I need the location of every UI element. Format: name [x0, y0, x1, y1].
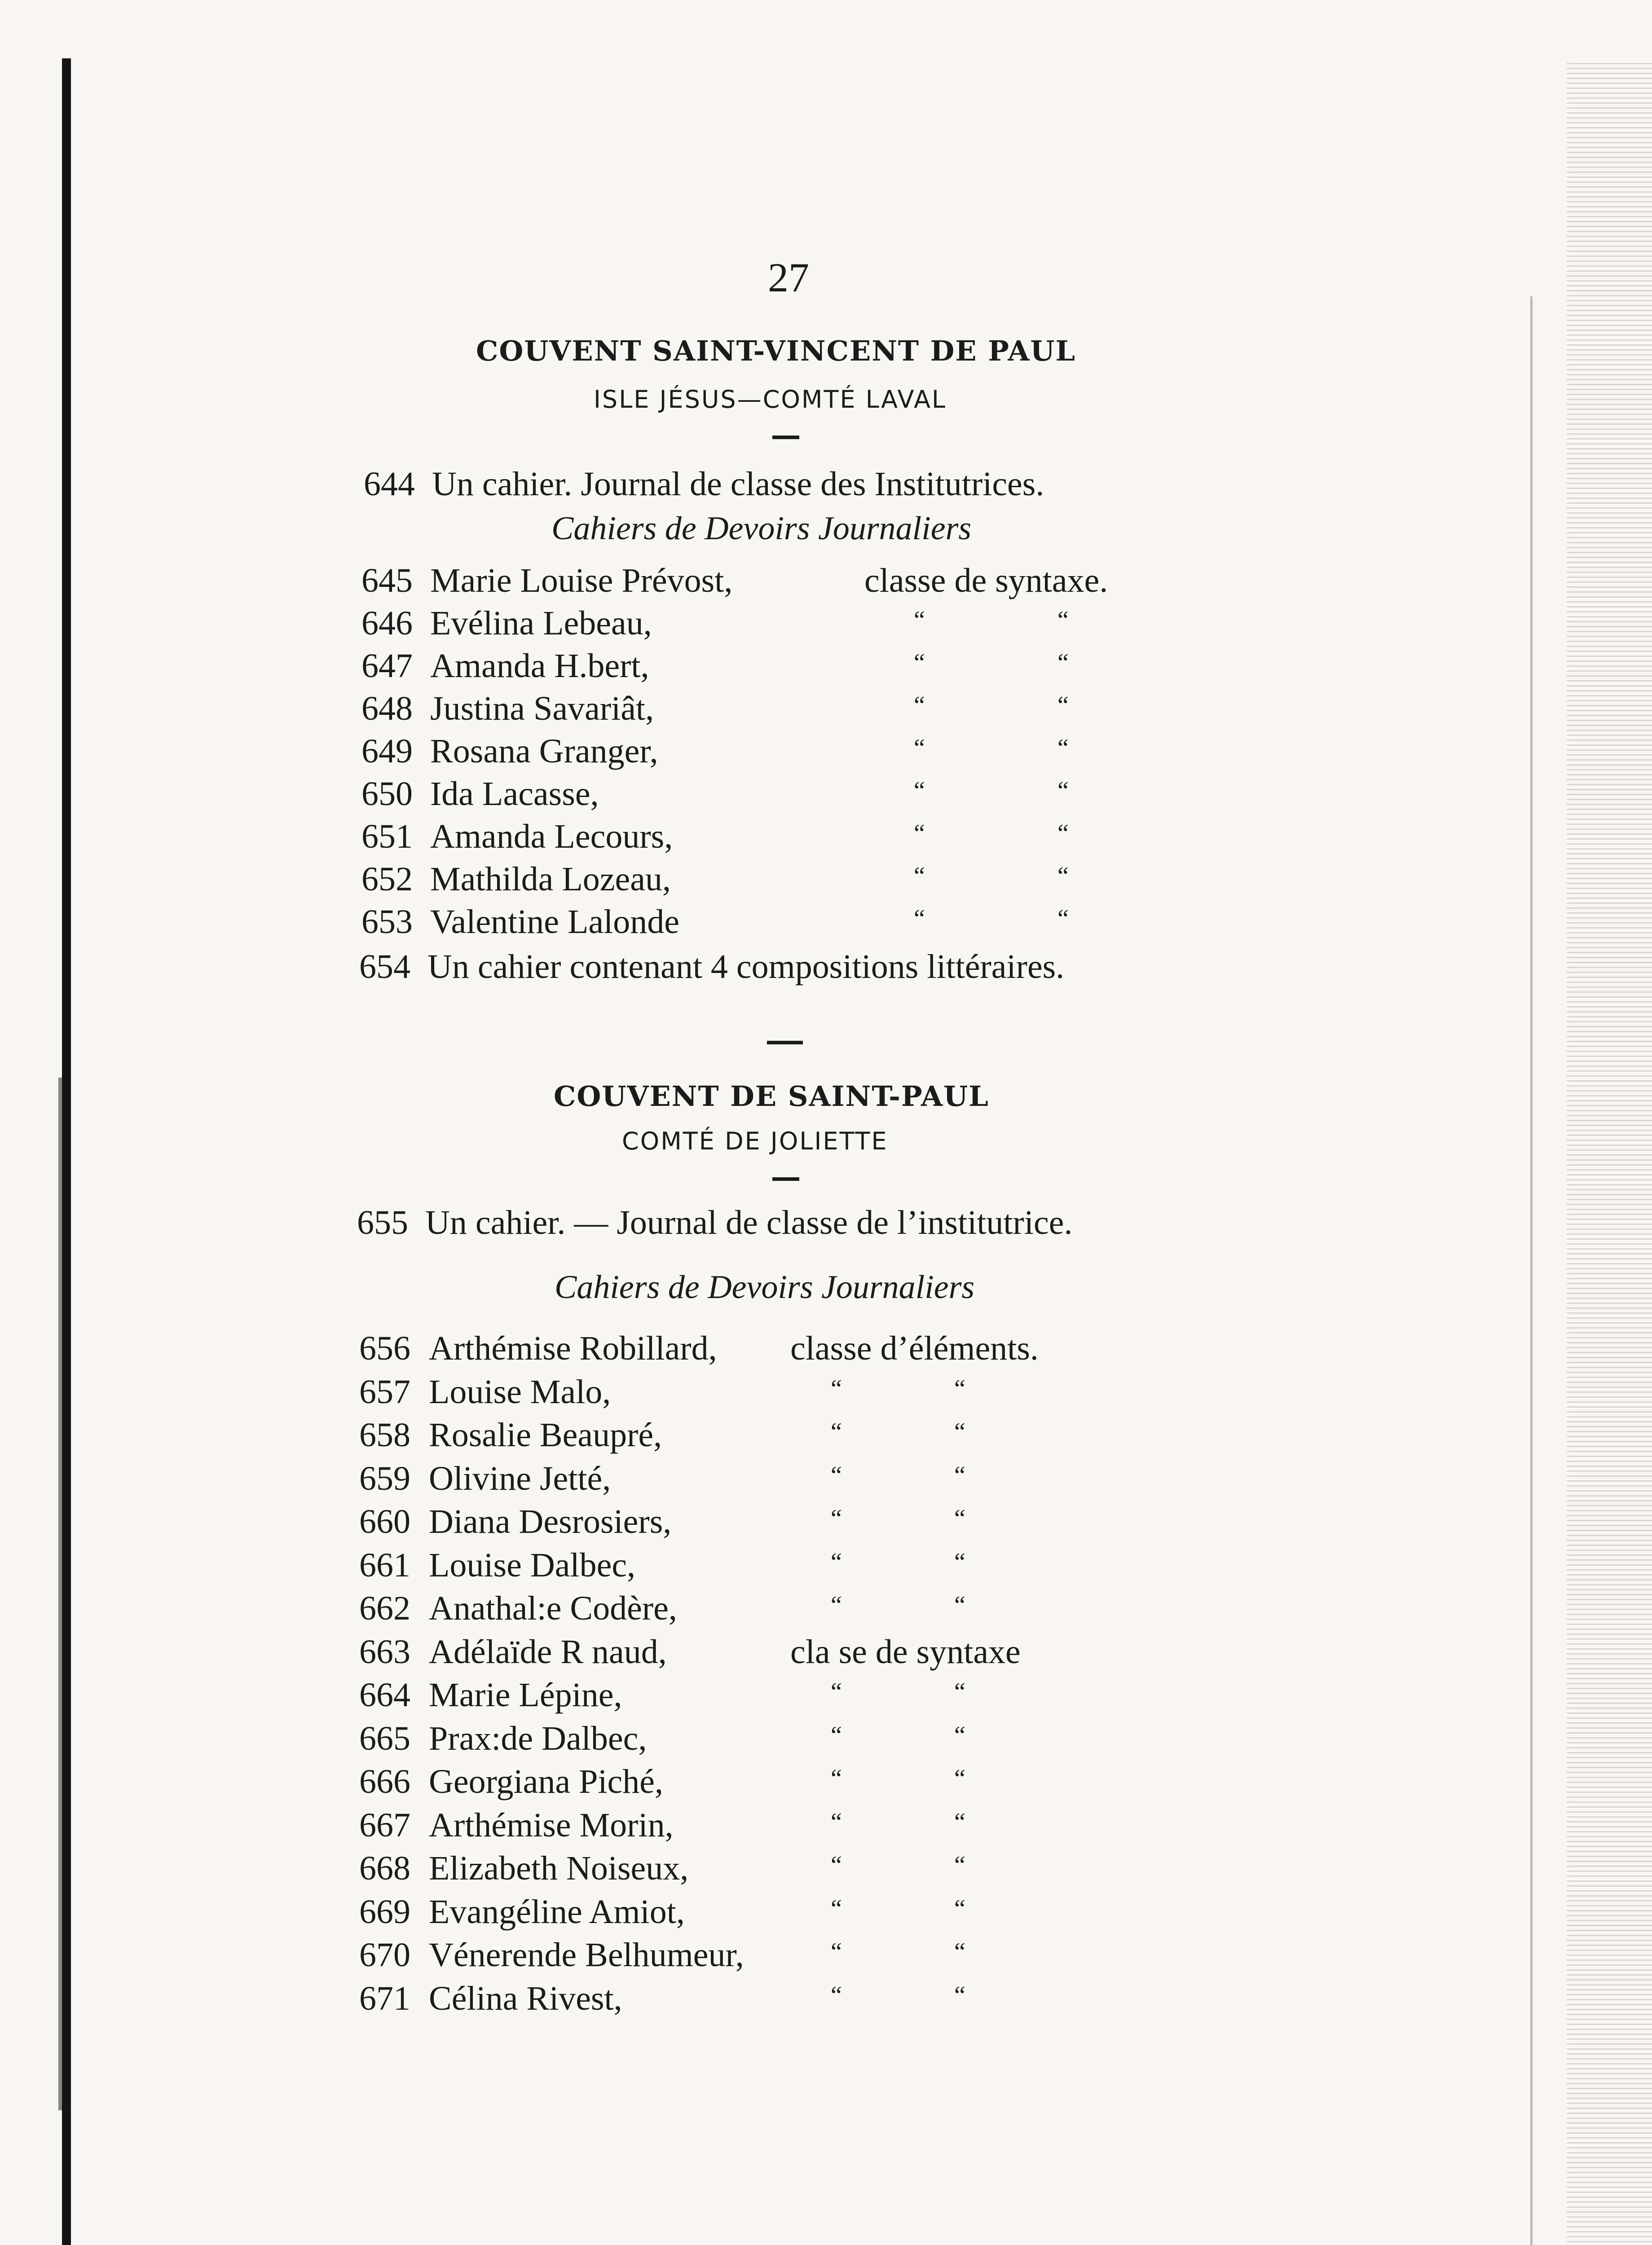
ditto-mark: “	[954, 1851, 965, 1879]
ditto-mark: “	[831, 1894, 842, 1923]
entry-name: Célina Rivest,	[429, 1979, 622, 2017]
ditto-mark: “	[914, 691, 925, 719]
entry-name: Anathal:e Codère,	[429, 1589, 677, 1627]
section-1-subtitle: ISLE JÉSUS—COMTÉ LAVAL	[594, 385, 947, 414]
section-1-rule	[772, 436, 799, 439]
entry-number: 651	[361, 818, 413, 855]
entry-name: Evélina Lebeau,	[430, 604, 652, 642]
entry-number: 671	[359, 1979, 410, 2017]
ditto-mark: “	[914, 649, 925, 677]
entry-number: 670	[359, 1936, 410, 1974]
ditto-mark: “	[831, 1374, 842, 1403]
entry-name: Ida Lacasse,	[430, 775, 599, 813]
ditto-mark: “	[1057, 649, 1069, 677]
entry-name: Diana Desrosiers,	[429, 1503, 672, 1541]
ditto-mark: “	[954, 1808, 965, 1836]
entry-name: Amanda H.bert,	[430, 647, 649, 685]
ditto-mark: “	[954, 1548, 965, 1576]
entry-number: 656	[359, 1329, 410, 1367]
entry-name: Vénerende Belhumeur,	[429, 1936, 744, 1974]
entry-class: classe d’éléments.	[790, 1329, 1039, 1367]
page-edge-texture	[1567, 63, 1652, 2245]
entry-number: 647	[361, 647, 413, 685]
entry-number: 653	[361, 903, 413, 941]
entry-number: 652	[361, 860, 413, 898]
ditto-mark: “	[914, 606, 925, 634]
ditto-mark: “	[1057, 862, 1069, 890]
ditto-mark: “	[1057, 819, 1069, 847]
ditto-mark: “	[831, 1765, 842, 1792]
entry-name: Rosana Granger,	[430, 732, 658, 770]
ditto-mark: “	[831, 1721, 842, 1749]
section-1-intro	[364, 465, 1044, 504]
section-1-outro	[359, 947, 1064, 986]
entry-name: Olivine Jetté,	[429, 1459, 611, 1497]
ditto-mark: “	[831, 1938, 842, 1966]
entry-number: 660	[359, 1503, 410, 1541]
ditto-mark: “	[1057, 905, 1069, 933]
section-2-subtitle: COMTÉ DE JOLIETTE	[622, 1127, 888, 1155]
entry-name: Mathilda Lozeau,	[430, 860, 671, 898]
ditto-mark: “	[831, 1808, 842, 1836]
entry-number: 645	[361, 562, 413, 599]
entry-number: 659	[359, 1459, 410, 1497]
entry-name: Elizabeth Noiseux,	[429, 1849, 689, 1887]
ditto-mark: “	[954, 1981, 965, 2009]
entry-name: Evangéline Amiot,	[429, 1893, 685, 1931]
entry-name: Marie Louise Prévost,	[430, 562, 733, 599]
entry-number: 662	[359, 1589, 410, 1627]
entry-name: Marie Lépine,	[429, 1676, 622, 1714]
entry-name: Georgiana Piché,	[429, 1763, 663, 1800]
ditto-mark: “	[914, 819, 925, 847]
entry-number: 644	[364, 465, 415, 503]
entry-text: Un cahier. — Journal de classe de l’institutrice.	[425, 1204, 1073, 1241]
ditto-mark: “	[1057, 777, 1069, 805]
entry-text: Un cahier. Journal de classe des Institutrices.	[432, 465, 1044, 503]
page-binding-shadow-inner	[58, 1078, 62, 2110]
entry-name: Valentine Lalonde	[430, 903, 680, 941]
page-number: 27	[768, 255, 809, 300]
ditto-mark: “	[914, 734, 925, 762]
ditto-mark: “	[914, 862, 925, 890]
entry-number: 664	[359, 1676, 410, 1714]
section-1-italic-title: Cahiers de Devoirs Journaliers	[551, 510, 972, 547]
ditto-mark: “	[954, 1374, 965, 1403]
entry-number: 650	[361, 775, 413, 813]
ditto-mark: “	[1057, 734, 1069, 762]
ditto-mark: “	[954, 1894, 965, 1923]
entry-name: Prax:de Dalbec,	[429, 1719, 647, 1757]
ditto-mark: “	[914, 777, 925, 805]
entry-number: 657	[359, 1373, 410, 1411]
entry-class: classe de syntaxe.	[864, 562, 1108, 599]
entry-name: Arthémise Robillard,	[429, 1329, 717, 1367]
ditto-mark: “	[954, 1721, 965, 1749]
entry-number: 655	[357, 1204, 408, 1241]
entry-name: Arthémise Morin,	[429, 1806, 674, 1844]
ditto-mark: “	[831, 1851, 842, 1879]
entry-number: 668	[359, 1849, 410, 1887]
ditto-mark: “	[954, 1678, 965, 1706]
ditto-mark: “	[831, 1505, 842, 1532]
ditto-mark: “	[831, 1981, 842, 2009]
section-2-title: COUVENT DE SAINT-PAUL	[554, 1080, 989, 1113]
ditto-mark: “	[831, 1591, 842, 1619]
ditto-mark: “	[831, 1548, 842, 1576]
ditto-mark: “	[954, 1938, 965, 1966]
ditto-mark: “	[914, 905, 925, 933]
page-binding-shadow	[62, 58, 71, 2245]
entry-class: cla se de syntaxe	[790, 1633, 1021, 1671]
entry-number: 649	[361, 732, 413, 770]
section-divider-rule	[767, 1041, 803, 1044]
entry-name: Amanda Lecours,	[430, 818, 673, 855]
entry-number: 658	[359, 1416, 410, 1454]
section-1-title: COUVENT SAINT-VINCENT DE PAUL	[476, 335, 1076, 367]
entry-text: Un cahier contenant 4 compositions littéraires.	[427, 948, 1065, 986]
entry-name: Rosalie Beaupré,	[429, 1416, 662, 1454]
entry-number: 646	[361, 604, 413, 642]
ditto-mark: “	[954, 1505, 965, 1532]
ditto-mark: “	[954, 1765, 965, 1792]
entry-name: Adélaïde R naud,	[429, 1633, 667, 1671]
entry-name: Justina Savariât,	[430, 690, 654, 727]
entry-name: Louise Malo,	[429, 1373, 611, 1411]
ditto-mark: “	[831, 1461, 842, 1489]
ditto-mark: “	[954, 1591, 965, 1619]
entry-number: 663	[359, 1633, 410, 1671]
entry-number: 665	[359, 1719, 410, 1757]
ditto-mark: “	[954, 1461, 965, 1489]
section-2-intro	[357, 1203, 1072, 1242]
entry-number: 666	[359, 1763, 410, 1800]
entry-number: 661	[359, 1546, 410, 1584]
ditto-mark: “	[1057, 606, 1069, 634]
entry-name: Louise Dalbec,	[429, 1546, 636, 1584]
ditto-mark: “	[831, 1418, 842, 1446]
ditto-mark: “	[1057, 691, 1069, 719]
ditto-mark: “	[831, 1678, 842, 1706]
entry-number: 667	[359, 1806, 410, 1844]
ditto-mark: “	[954, 1418, 965, 1446]
page-edge-line	[1530, 296, 1533, 2245]
section-2-rule	[772, 1177, 799, 1181]
entry-number: 648	[361, 690, 413, 727]
entry-number: 669	[359, 1893, 410, 1931]
entry-number: 654	[359, 948, 410, 986]
section-2-italic-title: Cahiers de Devoirs Journaliers	[555, 1269, 975, 1306]
